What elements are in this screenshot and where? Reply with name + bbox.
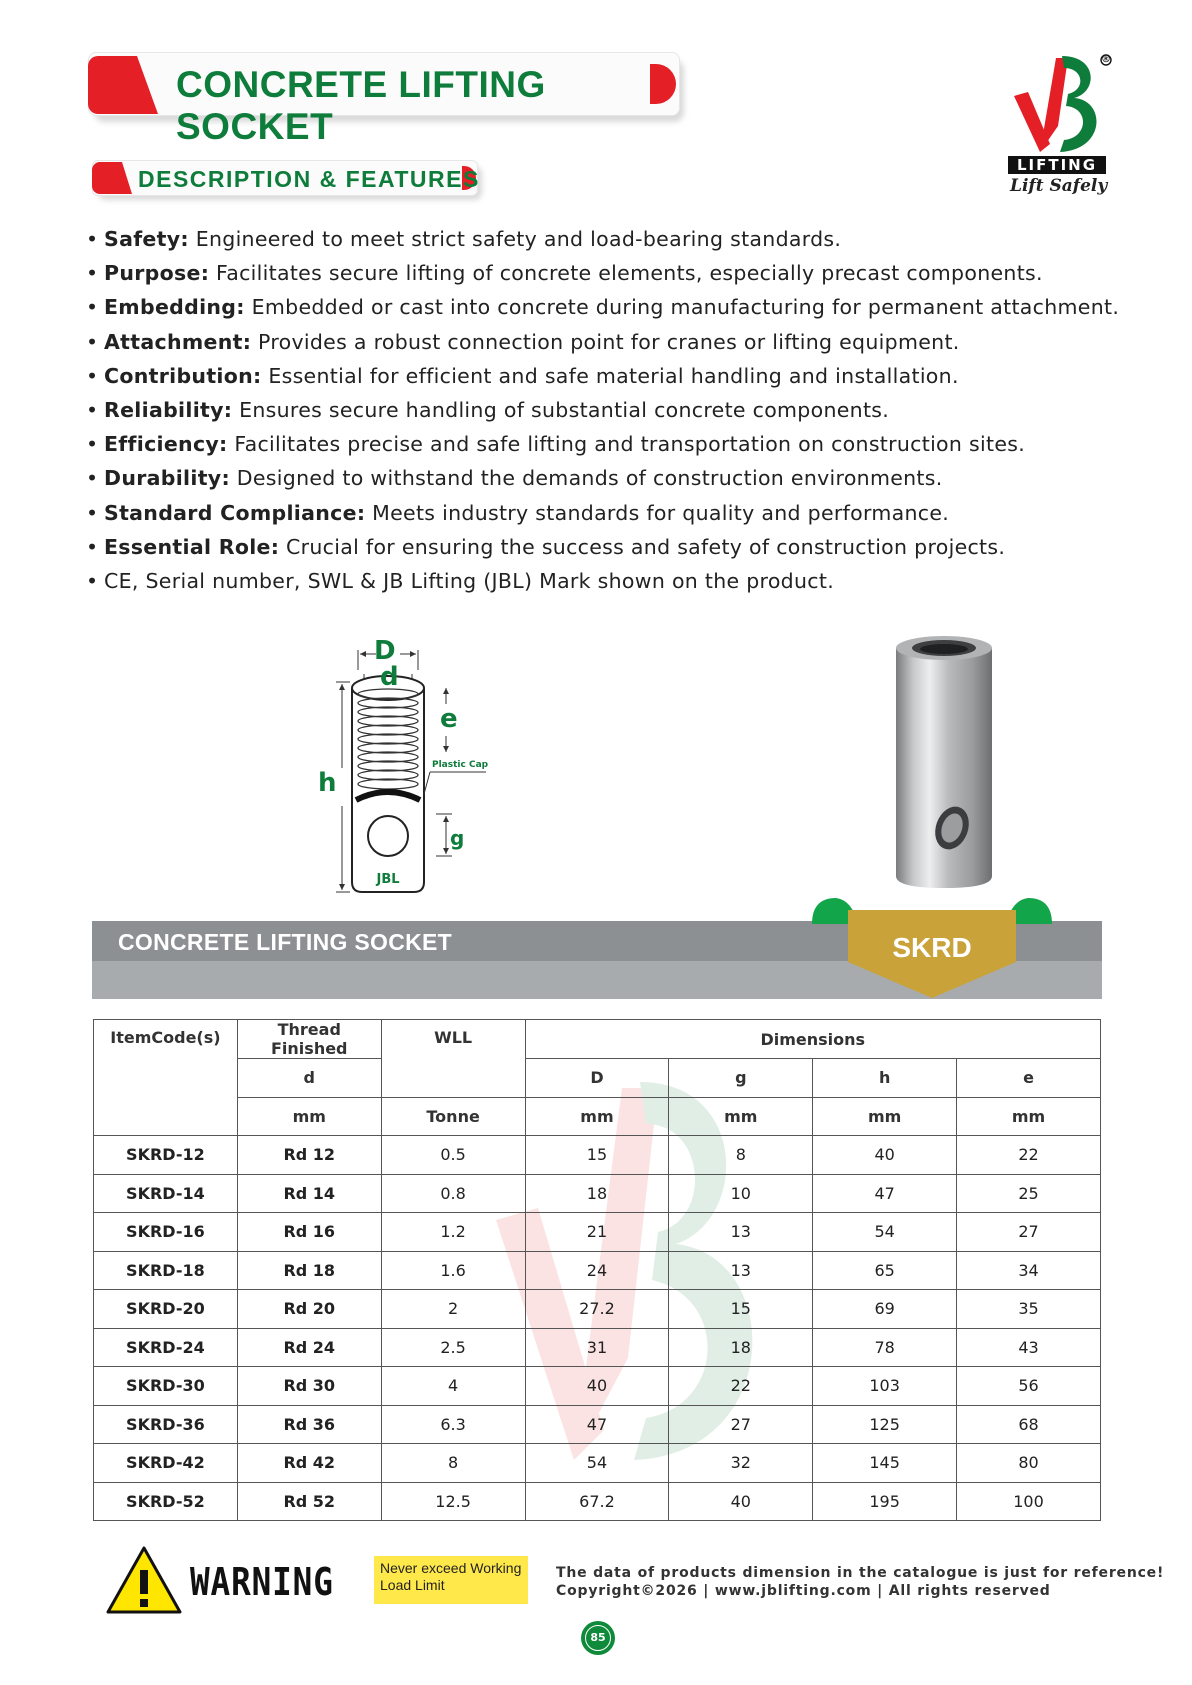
jb-lifting-logo xyxy=(1006,52,1118,202)
label-plastic-cap: Plastic Cap xyxy=(432,760,489,770)
unit-d: mm xyxy=(237,1097,381,1136)
cell-dim-h: 40 xyxy=(813,1136,957,1175)
cell-itemcode: SKRD-12 xyxy=(94,1136,238,1175)
cell-dim-h: 65 xyxy=(813,1251,957,1290)
cell-dim-D: 21 xyxy=(525,1213,669,1252)
warning-note-box xyxy=(374,1556,528,1604)
table-row xyxy=(94,1290,1101,1329)
feature-key: Reliability: xyxy=(104,398,233,423)
cell-thread: Rd 16 xyxy=(237,1213,381,1252)
cell-thread: Rd 24 xyxy=(237,1328,381,1367)
cell-itemcode: SKRD-42 xyxy=(94,1444,238,1483)
cell-dim-D: 67.2 xyxy=(525,1482,669,1521)
cell-dim-h: 54 xyxy=(813,1213,957,1252)
socket-diagram xyxy=(318,636,530,896)
section-heading: DESCRIPTION & FEATURES xyxy=(138,166,480,192)
feature-text: CE, Serial number, SWL & JB Lifting (JBL) Mark shown on the product. xyxy=(104,569,835,594)
feature-text: Essential for efficient and safe material handling and installation. xyxy=(261,363,959,388)
unit-D: mm xyxy=(525,1097,669,1136)
header-row-2 xyxy=(94,1059,1101,1098)
feature-item xyxy=(86,427,1126,461)
unit-wll: Tonne xyxy=(381,1097,525,1136)
feature-text: Designed to withstand the demands of construction environments. xyxy=(229,466,943,491)
label-h: h xyxy=(318,768,337,798)
warning-label: WARNING xyxy=(190,1560,334,1604)
cell-itemcode: SKRD-18 xyxy=(94,1251,238,1290)
table-row xyxy=(94,1213,1101,1252)
feature-text: Facilitates precise and safe lifting and transportation on construction sites. xyxy=(227,432,1026,457)
feature-text: Crucial for ensuring the success and safety of construction projects. xyxy=(279,534,1006,559)
table-row xyxy=(94,1482,1101,1521)
label-jbl-mark: JBL xyxy=(376,872,400,887)
cell-dim-D: 24 xyxy=(525,1251,669,1290)
cell-thread: Rd 18 xyxy=(237,1251,381,1290)
footer-note xyxy=(556,1564,1164,1600)
footer-disclaimer: The data of products dimension in the catalogue is just for reference! xyxy=(556,1565,1165,1581)
cell-wll: 4 xyxy=(381,1367,525,1406)
cell-dim-D: 18 xyxy=(525,1174,669,1213)
cell-dim-g: 8 xyxy=(669,1136,813,1175)
label-g: g xyxy=(450,826,465,850)
cell-thread: Rd 42 xyxy=(237,1444,381,1483)
header-D: D xyxy=(525,1059,669,1098)
header-e: e xyxy=(957,1059,1101,1098)
cell-dim-e: 22 xyxy=(957,1136,1101,1175)
feature-text: Meets industry standards for quality and performance. xyxy=(365,500,950,525)
feature-item xyxy=(86,359,1126,393)
cell-dim-e: 43 xyxy=(957,1328,1101,1367)
specification-table xyxy=(93,1019,1101,1521)
cell-wll: 2 xyxy=(381,1290,525,1329)
cell-itemcode: SKRD-20 xyxy=(94,1290,238,1329)
cell-itemcode: SKRD-24 xyxy=(94,1328,238,1367)
cell-wll: 1.6 xyxy=(381,1251,525,1290)
cell-itemcode: SKRD-36 xyxy=(94,1405,238,1444)
feature-item xyxy=(86,325,1126,359)
table-row xyxy=(94,1174,1101,1213)
series-badge xyxy=(812,898,1052,998)
label-d: d xyxy=(380,662,399,692)
feature-item xyxy=(86,530,1126,564)
header-itemcode: ItemCode(s) xyxy=(94,1020,238,1136)
cell-dim-h: 103 xyxy=(813,1367,957,1406)
cell-dim-e: 80 xyxy=(957,1444,1101,1483)
feature-key: Durability: xyxy=(104,466,230,491)
warning-note: Never exceed Working Load Limit xyxy=(380,1560,522,1593)
cell-dim-e: 100 xyxy=(957,1482,1101,1521)
header-g: g xyxy=(669,1059,813,1098)
feature-item xyxy=(86,256,1126,290)
cell-dim-e: 35 xyxy=(957,1290,1101,1329)
feature-key: Efficiency: xyxy=(104,432,228,457)
cell-dim-g: 13 xyxy=(669,1213,813,1252)
cell-dim-e: 68 xyxy=(957,1405,1101,1444)
product-photo xyxy=(880,632,1010,896)
description-banner xyxy=(92,160,484,202)
cell-itemcode: SKRD-14 xyxy=(94,1174,238,1213)
registered-mark: ® xyxy=(1101,54,1111,65)
feature-key: Essential Role: xyxy=(104,534,280,559)
cell-dim-g: 18 xyxy=(669,1328,813,1367)
feature-key: Standard Compliance: xyxy=(104,500,366,525)
cell-wll: 0.8 xyxy=(381,1174,525,1213)
page-number-badge xyxy=(581,1621,615,1655)
feature-key: Attachment: xyxy=(104,329,252,354)
table-row xyxy=(94,1136,1101,1175)
unit-h: mm xyxy=(813,1097,957,1136)
cell-dim-D: 54 xyxy=(525,1444,669,1483)
header-d: d xyxy=(237,1059,381,1098)
feature-key: Safety: xyxy=(104,227,189,251)
header-h: h xyxy=(813,1059,957,1098)
features-list xyxy=(86,222,1126,598)
cell-dim-h: 47 xyxy=(813,1174,957,1213)
cell-wll: 1.2 xyxy=(381,1213,525,1252)
cell-dim-e: 25 xyxy=(957,1174,1101,1213)
cell-thread: Rd 14 xyxy=(237,1174,381,1213)
feature-key: Embedding: xyxy=(104,295,245,320)
cell-dim-D: 27.2 xyxy=(525,1290,669,1329)
feature-text: Embedded or cast into concrete during manufacturing for permanent attachment. xyxy=(244,295,1120,320)
table-row xyxy=(94,1367,1101,1406)
feature-key: Purpose: xyxy=(104,261,210,286)
feature-item xyxy=(86,222,1126,256)
cell-dim-g: 10 xyxy=(669,1174,813,1213)
cell-itemcode: SKRD-16 xyxy=(94,1213,238,1252)
footer-copyright: Copyright©2026 | www.jblifting.com | All rights reserved xyxy=(556,1583,1051,1599)
table-row xyxy=(94,1405,1101,1444)
header-dimensions: Dimensions xyxy=(525,1020,1100,1059)
page-number: 85 xyxy=(585,1625,611,1651)
cell-thread: Rd 36 xyxy=(237,1405,381,1444)
unit-e: mm xyxy=(957,1097,1101,1136)
cell-dim-h: 195 xyxy=(813,1482,957,1521)
feature-text: Ensures secure handling of substantial concrete components. xyxy=(232,398,890,423)
label-e: e xyxy=(440,704,458,734)
feature-text: Engineered to meet strict safety and load-bearing standards. xyxy=(188,227,842,251)
cell-dim-D: 31 xyxy=(525,1328,669,1367)
cell-wll: 12.5 xyxy=(381,1482,525,1521)
steel-socket-image xyxy=(880,632,1010,896)
warning-block xyxy=(104,1544,528,1618)
cell-dim-D: 47 xyxy=(525,1405,669,1444)
series-badge-label: SKRD xyxy=(892,932,972,963)
feature-text: Facilitates secure lifting of concrete elements, especially precast components. xyxy=(209,261,1043,286)
table-row xyxy=(94,1328,1101,1367)
feature-key: Contribution: xyxy=(104,363,262,388)
cell-dim-g: 27 xyxy=(669,1405,813,1444)
feature-item xyxy=(86,564,1126,598)
cell-dim-h: 125 xyxy=(813,1405,957,1444)
cell-dim-D: 15 xyxy=(525,1136,669,1175)
cell-dim-e: 56 xyxy=(957,1367,1101,1406)
header-wll: WLL xyxy=(381,1020,525,1098)
page-title: CONCRETE LIFTING SOCKET xyxy=(176,64,546,147)
unit-g: mm xyxy=(669,1097,813,1136)
feature-text: Provides a robust connection point for cranes or lifting equipment. xyxy=(251,329,960,354)
header-row-1 xyxy=(94,1020,1101,1059)
cell-dim-g: 40 xyxy=(669,1482,813,1521)
cell-dim-g: 22 xyxy=(669,1367,813,1406)
title-banner xyxy=(88,52,684,147)
cell-dim-g: 13 xyxy=(669,1251,813,1290)
header-thread-finished: Thread Finished xyxy=(237,1020,381,1059)
socket-technical-drawing xyxy=(330,636,530,896)
cell-thread: Rd 52 xyxy=(237,1482,381,1521)
cell-dim-g: 15 xyxy=(669,1290,813,1329)
label-D: D xyxy=(374,636,396,666)
cell-dim-D: 40 xyxy=(525,1367,669,1406)
cell-dim-h: 69 xyxy=(813,1290,957,1329)
feature-item xyxy=(86,496,1126,530)
cell-wll: 6.3 xyxy=(381,1405,525,1444)
cell-wll: 0.5 xyxy=(381,1136,525,1175)
header-row-units xyxy=(94,1097,1101,1136)
section-title: CONCRETE LIFTING SOCKET xyxy=(118,929,453,955)
feature-item xyxy=(86,393,1126,427)
cell-thread: Rd 20 xyxy=(237,1290,381,1329)
cell-dim-e: 34 xyxy=(957,1251,1101,1290)
cell-dim-e: 27 xyxy=(957,1213,1101,1252)
cell-dim-h: 145 xyxy=(813,1444,957,1483)
logo-tagline: Lift Safely xyxy=(1010,176,1108,196)
feature-item xyxy=(86,290,1126,324)
table-row xyxy=(94,1444,1101,1483)
cell-dim-g: 32 xyxy=(669,1444,813,1483)
cell-itemcode: SKRD-30 xyxy=(94,1367,238,1406)
feature-item xyxy=(86,461,1126,495)
cell-wll: 2.5 xyxy=(381,1328,525,1367)
cell-thread: Rd 30 xyxy=(237,1367,381,1406)
cell-wll: 8 xyxy=(381,1444,525,1483)
logo-brand: LIFTING xyxy=(1008,156,1106,174)
cell-thread: Rd 12 xyxy=(237,1136,381,1175)
cell-itemcode: SKRD-52 xyxy=(94,1482,238,1521)
cell-dim-h: 78 xyxy=(813,1328,957,1367)
table-row xyxy=(94,1251,1101,1290)
warning-triangle-icon xyxy=(104,1544,184,1618)
